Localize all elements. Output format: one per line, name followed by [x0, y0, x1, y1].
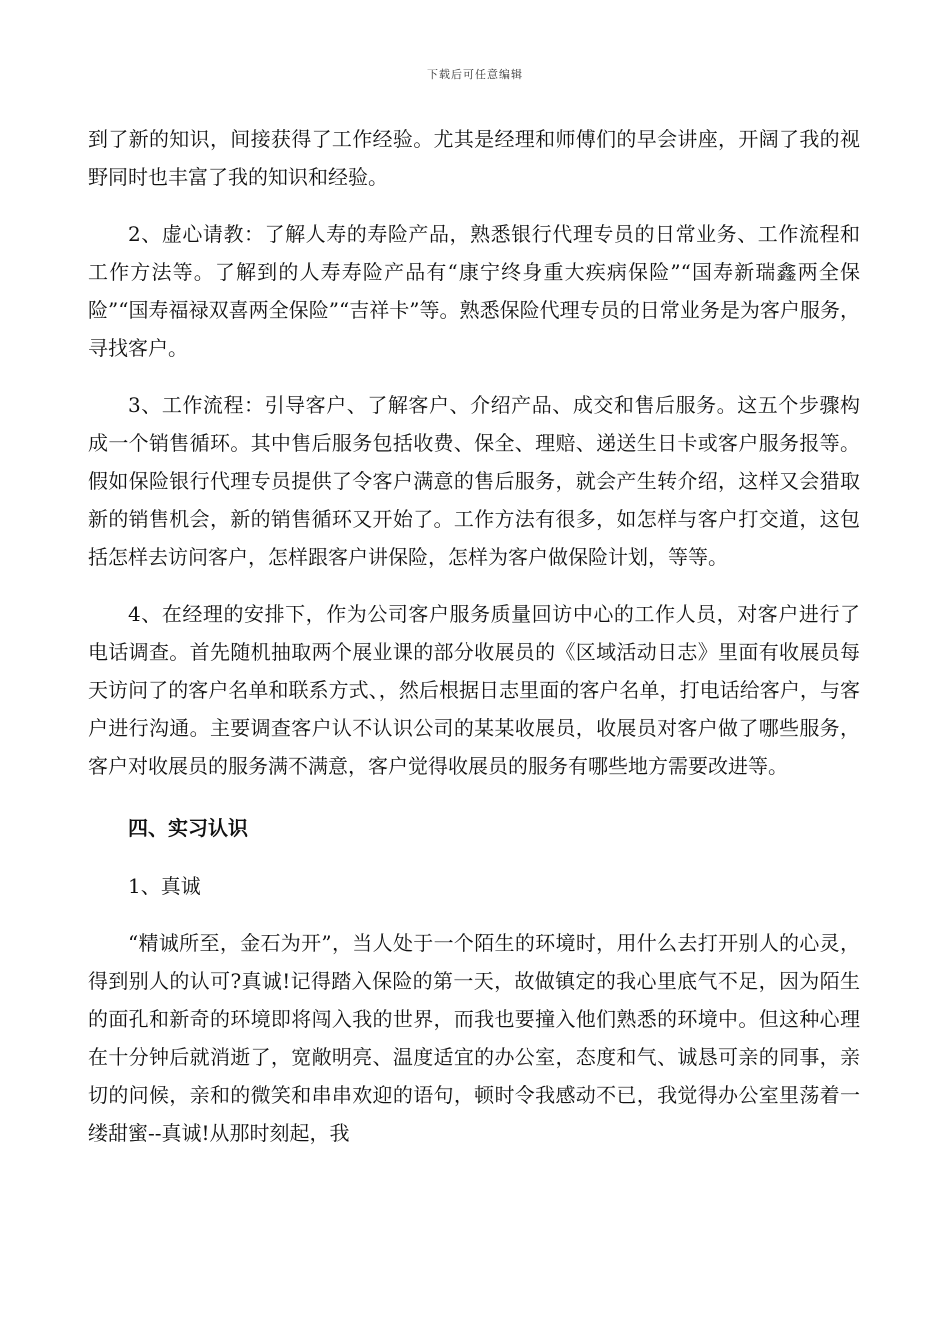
subsection-heading: 1、真诚 — [128, 874, 201, 898]
paragraph-item-4: 4、在经理的安排下，作为公司客户服务质量回访中心的工作人员，对客户进行了电话调查。首先随机抽取两个展业课的部分收展员的《区域活动日志》里面有收展员每天访问了的客户名单和联系方式、，然后根据日志里面的客户名单，打电话给客户，与客户进行沟通。主要调查客户认不认识公司的某某收展员，收展员对客户做了哪些服务，客户对收展员的服务满不满意，客户觉得收展员的服务有哪些地方需要改进等。 — [88, 602, 860, 778]
paragraph-item-3: 3、工作流程：引导客户、了解客户、介绍产品、成交和售后服务。这五个步骤构成一个销售循环。其中售后服务包括收费、保全、理赔、递送生日卡或客户服务报等。假如保险银行代理专员提供了令客户满意的售后服务，就会产生转介绍，这样又会猎取新的销售机会，新的销售循环又开始了。工作方法有很多，如怎样与客户打交道，这包括怎样去访问客户，怎样跟客户讲保险，怎样为客户做保险计划，等等。 — [88, 393, 860, 569]
paragraph-item-2: 2、虚心请教：了解人寿的寿险产品，熟悉银行代理专员的日常业务、工作流程和工作方法等。了解到的人寿寿险产品有“康宁终身重大疾病保险”“国寿新瑞鑫两全保险”“国寿福禄双喜两全保险”“吉祥卡”等。熟悉保险代理专员的日常业务是为客户服务，寻找客户。 — [88, 222, 860, 360]
section-heading: 四、实习认识 — [128, 816, 248, 840]
paragraph-continuation: 到了新的知识，间接获得了工作经验。尤其是经理和师傅们的早会讲座，开阔了我的视野同时也丰富了我的知识和经验。 — [88, 127, 860, 189]
paragraph-sincerity: “精诚所至，金石为开”，当人处于一个陌生的环境时，用什么去打开别人的心灵，得到别人的认可?真诚!记得踏入保险的第一天，故做镇定的我心里底气不足，因为陌生的面孔和新奇的环境即将闯入我的世界，而我也要撞入他们熟悉的环境中。但这种心理在十分钟后就消逝了，宽敞明亮、温度适宜的办公室，态度和气、诚恳可亲的同事，亲切的问候，亲和的微笑和串串欢迎的语句，顿时令我感动不已，我觉得办公室里荡着一缕甜蜜--真诚!从那时刻起，我 — [88, 931, 860, 1145]
document-body — [88, 120, 860, 1152]
page-header-note: 下载后可任意编辑 — [427, 68, 523, 81]
